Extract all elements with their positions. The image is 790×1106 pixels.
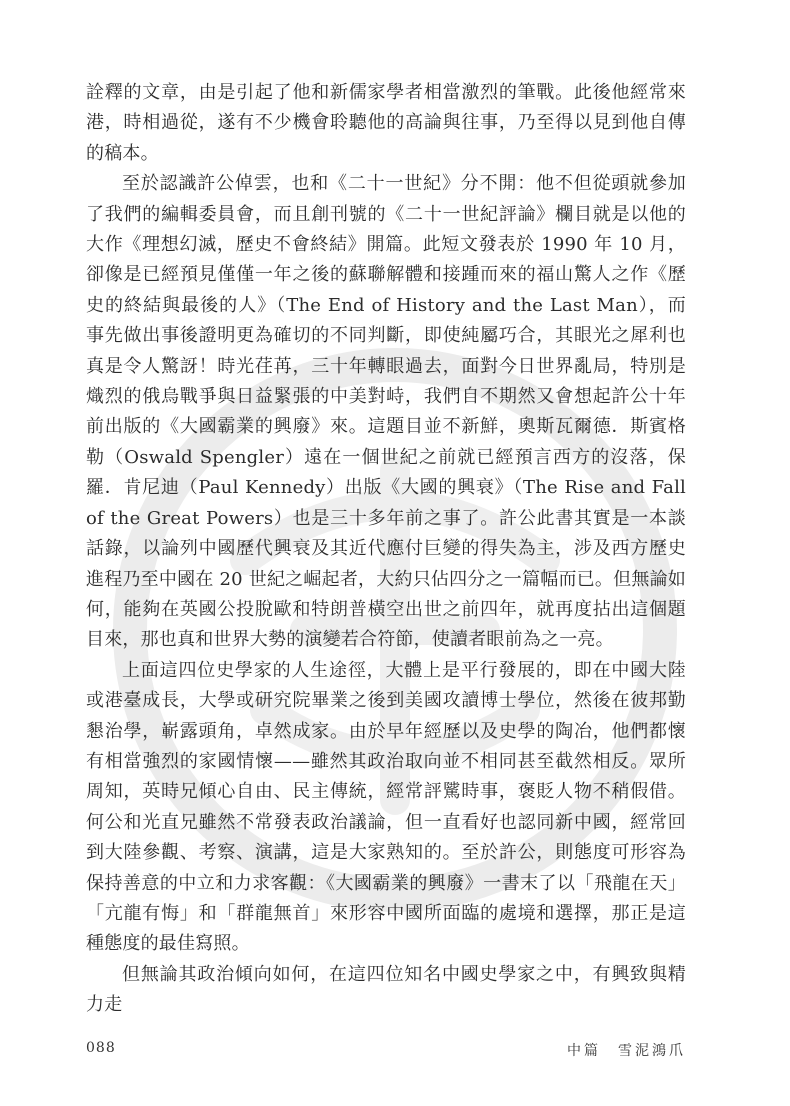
- running-head: 中篇 雪泥鴻爪: [567, 1043, 686, 1059]
- paragraph-4: 但無論其政治傾向如何，在這四位知名中國史學家之中，有興致與精力走: [86, 963, 686, 1016]
- paragraph-1: 詮釋的文章，由是引起了他和新儒家學者相當激烈的筆戰。此後他經常來港，時相過從，遂有不少機會聆聽他的高論與往事，乃至得以見到他自傳的稿本。: [86, 82, 686, 164]
- paragraph-2: 至於認識許公倬雲，也和《二十一世紀》分不開：他不但從頭就參加了我們的編輯委員會，而且創刊號的《二十一世紀評論》欄目就是以他的大作《理想幻滅，歷史不會終結》開篇。此短文發表於 1990 年 10 月，卻像是已經預見僅僅一年之後的蘇聯解體和接踵而來的福山驚人之作《歷史的終結與最後的人》（The End of History and the Last Man），而事先做出事後證明更為確切的不同判斷，即使純屬巧合，其眼光之犀利也真是令人驚訝！時光荏苒，三十年轉眼過去，面對今日世界亂局，特別是熾烈的俄烏戰爭與日益緊張的中美對峙，我們自不期然又會想起許公十年前出版的《大國霸業的興廢》來。這題目並不新鮮，奧斯瓦爾德．斯賓格勒（Oswald Spengler）遠在一個世紀之前就已經預言西方的沒落，保羅．肯尼迪（Paul Kennedy）出版《大國的興衰》（The Rise and Fall of the Great Powers）也是三十多年前之事了。許公此書其實是一本談話錄，以論列中國歷代興衰及其近代應付巨變的得失為主，涉及西方歷史進程乃至中國在 20 世紀之崛起者，大約只佔四分之一篇幅而已。但無論如何，能夠在英國公投脫歐和特朗普橫空出世之前四年，就再度拈出這個題目來，那也真和世界大勢的演變若合符節，使讀者眼前為之一亮。: [86, 173, 686, 651]
- page-footer: [86, 1040, 686, 1060]
- page-number: 088: [86, 1040, 116, 1056]
- body-text: [86, 78, 686, 1021]
- paragraph-3: 上面這四位史學家的人生途徑，大體上是平行發展的，即在中國大陸或港臺成長，大學或研究院畢業之後到美國攻讀博士學位，然後在彼邦勤懇治學，嶄露頭角，卓然成家。由於早年經歷以及史學的陶冶，他們都懷有相當強烈的家國情懷——雖然其政治取向並不相同甚至截然相反。眾所周知，英時兄傾心自由、民主傳統，經常評騭時事，褒貶人物不稍假借。何公和光直兄雖然不常發表政治議論，但一直看好也認同新中國，經常回到大陸參觀、考察、演講，這是大家熟知的。至於許公，則態度可形容為保持善意的中立和力求客觀：《大國霸業的興廢》一書末了以「飛龍在天」「亢龍有悔」和「群龍無首」來形容中國所面臨的處境和選擇，那正是這種態度的最佳寫照。: [86, 659, 686, 955]
